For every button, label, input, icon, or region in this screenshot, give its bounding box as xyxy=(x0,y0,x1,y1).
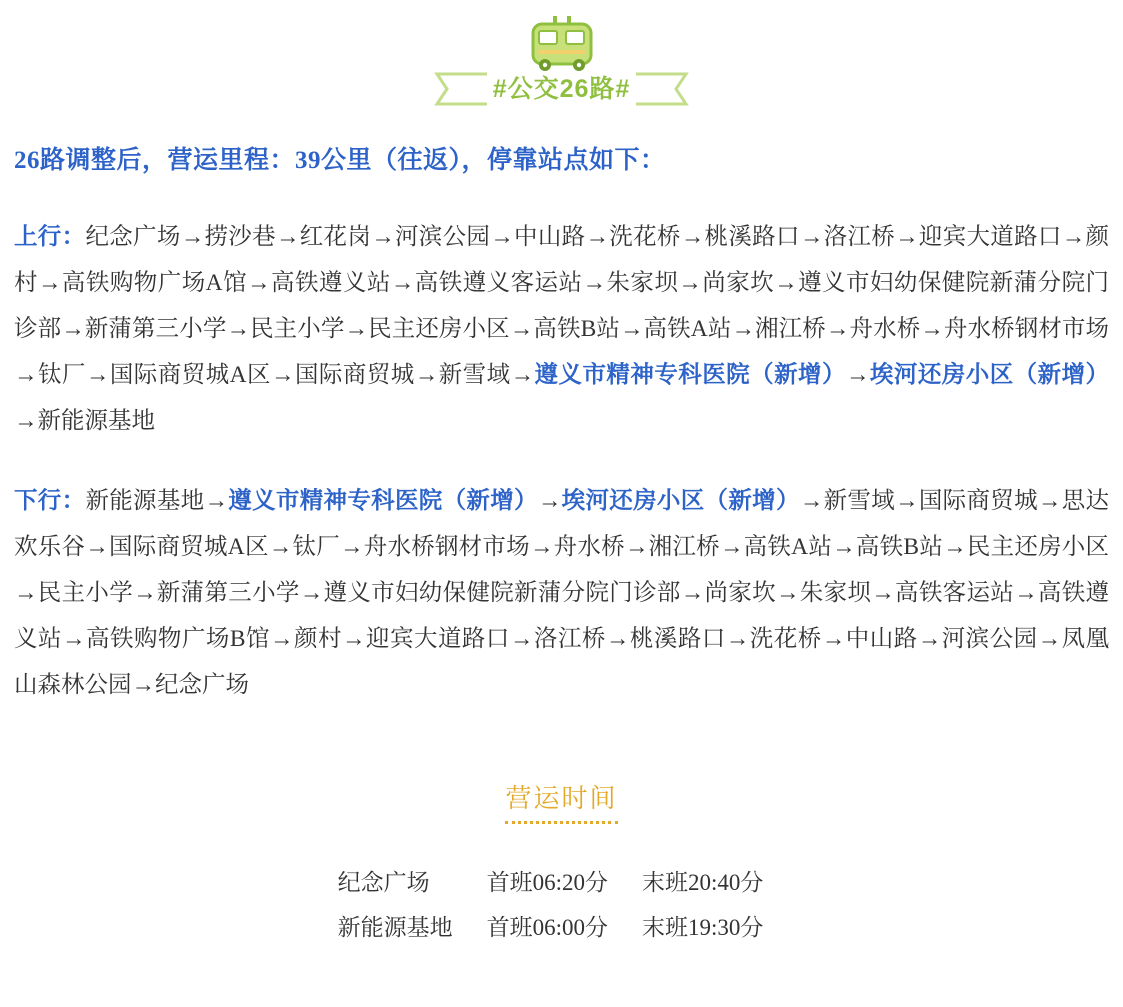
route-arrow: → xyxy=(133,579,157,606)
route-arrow: → xyxy=(85,533,109,560)
route-arrow: → xyxy=(725,625,750,652)
route-arrow: → xyxy=(624,533,649,560)
route-arrow: → xyxy=(85,361,110,388)
route-stop: 捞沙巷 xyxy=(204,223,276,250)
route-stop: 中山路 xyxy=(845,625,918,652)
schedule-stop: 纪念广场 xyxy=(337,869,430,895)
route-up-stops xyxy=(14,224,1109,434)
route-stop: 民主还房小区 xyxy=(966,533,1110,560)
route-arrow: → xyxy=(821,625,846,652)
route-arrow: → xyxy=(271,361,295,388)
route-stop: 颜村 xyxy=(293,625,342,652)
route-arrow: → xyxy=(678,269,702,296)
route-stop: 高铁B站 xyxy=(533,315,620,342)
route-stop: 尚家坎 xyxy=(704,579,776,606)
route-arrow: → xyxy=(14,361,38,388)
route-stop: 钛厂 xyxy=(292,533,340,560)
route-stop: 思达欢乐谷 xyxy=(14,487,1110,560)
route-stop: 湘江桥 xyxy=(648,533,720,560)
route-arrow: → xyxy=(14,579,38,606)
route-stop: 高铁A站 xyxy=(743,533,833,560)
route-arrow: → xyxy=(14,407,38,434)
route-stop: 红花岗 xyxy=(299,223,372,250)
route-arrow: → xyxy=(731,315,755,342)
route-arrow: → xyxy=(414,361,439,388)
route-stop: 新雪域 xyxy=(823,487,896,514)
route-arrow: → xyxy=(832,533,856,560)
schedule-last-bus: 末班20:40分 xyxy=(642,869,764,895)
route-arrow: → xyxy=(775,579,800,606)
route-arrow: → xyxy=(180,223,205,250)
route-stop: 河滨公园 xyxy=(394,223,491,250)
route-arrow: → xyxy=(605,625,630,652)
route-arrow: → xyxy=(371,223,395,250)
route-stop: 国际商贸城 xyxy=(294,361,415,388)
route-stop: 钛厂 xyxy=(37,361,86,388)
route-arrow: → xyxy=(344,315,368,342)
badge-left-wing-icon xyxy=(431,72,489,106)
bus-icon xyxy=(519,14,605,76)
route-arrow: → xyxy=(680,223,705,250)
route-arrow: → xyxy=(390,269,415,296)
route-arrow: → xyxy=(61,315,85,342)
route-down xyxy=(14,478,1109,708)
schedule-stop: 新能源基地 xyxy=(337,914,453,940)
route-stop: 高铁B站 xyxy=(855,533,944,560)
route-stop: 新蒲第三小学 xyxy=(156,579,300,606)
schedule-title: 营运时间 xyxy=(505,778,617,824)
route-stop: 舟水桥钢材市场 xyxy=(363,533,530,560)
route-stop: 舟水桥钢材市场 xyxy=(943,315,1110,342)
poster-content xyxy=(0,142,1123,948)
route-stop: 迎宾大道路口 xyxy=(365,625,510,652)
route-stop: 高铁遵义站 xyxy=(14,579,1110,652)
route-stop: 桃溪路口 xyxy=(704,223,800,250)
route-arrow: → xyxy=(131,671,155,698)
table-row xyxy=(338,858,786,903)
route-arrow: → xyxy=(61,625,86,652)
route-up-label: 上行： xyxy=(14,223,86,250)
route-up xyxy=(14,214,1109,444)
route-arrow: → xyxy=(917,625,942,652)
route-arrow: → xyxy=(920,315,944,342)
route-arrow: → xyxy=(1014,579,1038,606)
route-stop: 迎宾大道路口 xyxy=(918,223,1062,250)
route-stop: 遵义市妇幼保健院新蒲分院门诊部 xyxy=(323,579,681,606)
route-arrow: → xyxy=(342,625,366,652)
route-stop: 高铁客运站 xyxy=(894,579,1015,606)
route-arrow: → xyxy=(895,223,919,250)
route-stop: 高铁遵义客运站 xyxy=(414,269,583,296)
route-arrow: → xyxy=(719,533,744,560)
route-stop: 桃溪路口 xyxy=(629,625,726,652)
schedule-table-body xyxy=(338,858,786,948)
route-arrow: → xyxy=(510,361,535,388)
route-stop: 民主小学 xyxy=(249,315,345,342)
route-arrow: → xyxy=(825,315,850,342)
route-stop: 新蒲第三小学 xyxy=(84,315,227,342)
route-stop: 高铁A站 xyxy=(643,315,732,342)
route-stop: 高铁购物广场B馆 xyxy=(85,625,271,652)
route-arrow: → xyxy=(339,533,364,560)
route-stop: 朱家坝 xyxy=(799,579,872,606)
route-stop: 洛江桥 xyxy=(533,625,606,652)
route-arrow: → xyxy=(799,223,824,250)
route-stop: 高铁购物广场A馆 xyxy=(61,269,248,296)
route-arrow: → xyxy=(774,269,798,296)
route-arrow: → xyxy=(37,269,62,296)
route-arrow: → xyxy=(799,487,824,514)
route-stop: 新能源基地 xyxy=(85,487,205,514)
route-arrow: → xyxy=(490,223,514,250)
schedule-title-wrap xyxy=(14,778,1109,824)
route-arrow: → xyxy=(204,487,228,514)
route-stop: 尚家坎 xyxy=(701,269,775,296)
route-stop: 河滨公园 xyxy=(941,625,1038,652)
route-stop: 朱家坝 xyxy=(605,269,679,296)
route-arrow: → xyxy=(509,625,534,652)
poster-header xyxy=(0,0,1123,106)
route-down-stops xyxy=(14,488,1109,698)
route-arrow: → xyxy=(871,579,895,606)
route-stop: 埃河还房小区（新增） xyxy=(869,361,1110,388)
route-stop: 民主小学 xyxy=(37,579,134,606)
route-arrow: → xyxy=(1037,487,1062,514)
route-arrow: → xyxy=(582,269,606,296)
route-arrow: → xyxy=(585,223,609,250)
lead-paragraph: 26路调整后，营运里程：39公里（往返），停靠站点如下： xyxy=(14,147,666,174)
route-down-label: 下行： xyxy=(14,487,86,514)
route-stop: 颜村 xyxy=(14,223,1110,296)
route-stop: 洗花桥 xyxy=(609,223,681,250)
route-stop: 新能源基地 xyxy=(37,407,155,434)
route-stop: 国际商贸城A区 xyxy=(108,533,269,560)
route-arrow: → xyxy=(943,533,967,560)
route-arrow: → xyxy=(895,487,919,514)
route-stop: 民主还房小区 xyxy=(368,315,510,342)
route-stop: 遵义市精神专科医院（新增） xyxy=(534,361,846,388)
route-stop: 纪念广场 xyxy=(155,671,249,698)
route-arrow: → xyxy=(247,269,271,296)
route-stop: 凤凰山森林公园 xyxy=(14,625,1110,698)
badge-right-wing-icon xyxy=(634,72,692,106)
route-arrow: → xyxy=(845,361,870,388)
route-stop: 中山路 xyxy=(513,223,586,250)
route-stop: 国际商贸城A区 xyxy=(109,361,271,388)
badge-title: #公交26路# xyxy=(492,75,631,103)
route-stop: 遵义市妇幼保健院新蒲分院门诊部 xyxy=(14,269,1110,342)
schedule-last-bus: 末班19:30分 xyxy=(642,914,764,940)
route-arrow: → xyxy=(270,625,294,652)
badge-row xyxy=(0,72,1123,106)
schedule-first-bus: 首班06:20分 xyxy=(486,869,608,895)
route-arrow: → xyxy=(509,315,534,342)
route-arrow: → xyxy=(529,533,554,560)
route-stop: 埃河还房小区（新增） xyxy=(561,487,800,514)
route-stop: 舟水桥 xyxy=(553,533,625,560)
route-arrow: → xyxy=(268,533,293,560)
route-stop: 高铁遵义站 xyxy=(270,269,391,296)
route-stop: 国际商贸城 xyxy=(918,487,1038,514)
route-arrow: → xyxy=(1061,223,1086,250)
route-stop: 纪念广场 xyxy=(85,223,181,250)
route-arrow: → xyxy=(537,487,562,514)
table-row xyxy=(338,903,786,948)
route-stop: 湘江桥 xyxy=(754,315,826,342)
route-arrow: → xyxy=(680,579,705,606)
route-stop: 洛江桥 xyxy=(823,223,896,250)
schedule-table xyxy=(338,858,786,948)
schedule-first-bus: 首班06:00分 xyxy=(486,914,608,940)
route-arrow: → xyxy=(226,315,250,342)
route-stop: 遵义市精神专科医院（新增） xyxy=(228,487,538,514)
route-arrow: → xyxy=(619,315,644,342)
route-arrow: → xyxy=(1037,625,1062,652)
route-stop: 洗花桥 xyxy=(749,625,822,652)
route-arrow: → xyxy=(275,223,300,250)
route-stop: 舟水桥 xyxy=(849,315,921,342)
route-stop: 新雪域 xyxy=(438,361,511,388)
route-arrow: → xyxy=(299,579,324,606)
